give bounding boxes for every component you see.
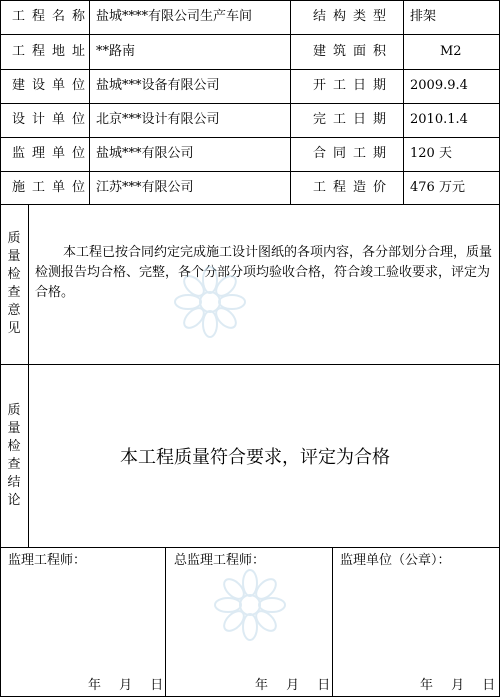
date-supervision-unit: 年 月 日 <box>420 678 498 693</box>
value-structure-type: 排架 <box>410 9 437 24</box>
value-project-cost: 476 万元 <box>410 180 465 195</box>
watermark-flower-icon <box>170 262 250 342</box>
value-project-address: **路南 <box>96 44 136 59</box>
value-building-area: M2 <box>440 44 462 59</box>
value-contract-period: 120 天 <box>410 146 452 161</box>
rule-conclusion-bottom <box>0 547 500 548</box>
value-supervision-unit: 盐城***有限公司 <box>96 146 194 161</box>
rule-label-col <box>28 204 29 547</box>
opinion-text-block <box>35 243 495 303</box>
rule-top <box>0 0 500 1</box>
conclusion-section-label: 质 量 检 查 结 论 <box>7 403 21 508</box>
label-chief-supervising-engineer: 总监理工程师： <box>174 553 266 568</box>
label-supervision-unit: 监理单位 <box>12 146 93 161</box>
value-project-name: 盐城****有限公司生产车间 <box>96 9 253 24</box>
rule-row-4 <box>0 137 500 138</box>
label-design-unit: 设计单位 <box>12 112 93 127</box>
rule-row-3 <box>0 103 500 104</box>
rule-row-1 <box>0 34 500 35</box>
rule-row-5 <box>0 171 500 172</box>
conclusion-text: 本工程质量符合要求，评定为合格 <box>120 447 390 468</box>
rule-row-2 <box>0 69 500 70</box>
label-supervising-engineer: 监理工程师： <box>8 553 87 568</box>
rule-col-3 <box>403 0 404 204</box>
value-construction-unit: 盐城***设备有限公司 <box>96 78 220 93</box>
opinion-text: 本工程已按合同约定完成施工设计图纸的各项内容，各分部划分合理，质量检测报告均合格、完整，各个分部分项均验收合格，符合竣工验收要求，评定为合格。 <box>35 245 493 300</box>
value-completion-date: 2010.1.4 <box>410 112 468 127</box>
label-supervision-unit-seal: 监理单位（公章）： <box>340 553 451 568</box>
rule-left <box>0 0 1 697</box>
label-start-date: 开工日期 <box>313 78 394 93</box>
value-start-date: 2009.9.4 <box>410 78 468 93</box>
label-completion-date: 完工日期 <box>313 112 394 127</box>
value-design-unit: 北京***设计有限公司 <box>96 112 220 127</box>
rule-row-6 <box>0 204 500 205</box>
label-building-area: 建筑面积 <box>313 44 394 59</box>
label-contractor: 施工单位 <box>12 180 93 195</box>
rule-col-1 <box>89 0 90 204</box>
watermark-flower-icon <box>210 565 290 645</box>
value-contractor: 江苏***有限公司 <box>96 180 194 195</box>
label-project-cost: 工程造价 <box>313 180 394 195</box>
label-construction-unit: 建设单位 <box>12 78 93 93</box>
label-project-name: 工程名称 <box>12 9 93 24</box>
rule-sign-col-1 <box>165 547 166 697</box>
rule-col-2 <box>290 0 291 204</box>
label-structure-type: 结构类型 <box>313 9 394 24</box>
opinion-section-label: 质 量 检 查 意 见 <box>7 231 21 336</box>
rule-sign-col-2 <box>332 547 333 697</box>
date-supervising-engineer: 年 月 日 <box>88 678 166 693</box>
rule-opinion-bottom <box>0 364 500 365</box>
label-project-address: 工程地址 <box>12 44 93 59</box>
date-chief-supervising-engineer: 年 月 日 <box>255 678 333 693</box>
label-contract-period: 合同工期 <box>313 146 394 161</box>
